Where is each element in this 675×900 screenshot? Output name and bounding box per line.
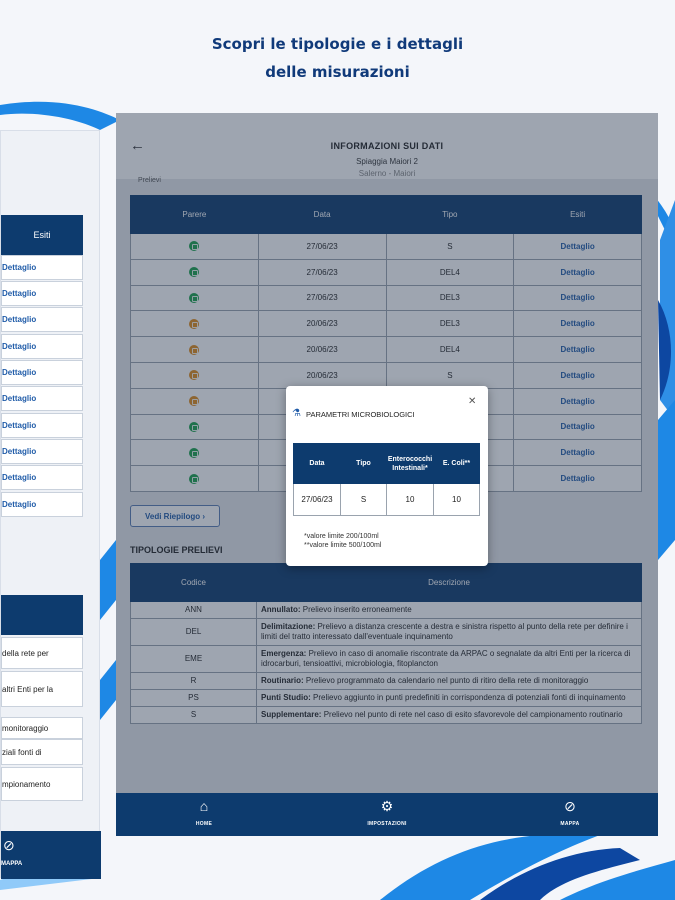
microbiology-table [293,443,480,516]
nav-home[interactable] [164,797,244,827]
term-description: Prelievo aggiunto in punti predefiniti in corrispondenza di potenziali fonti di inquinamento [310,693,626,702]
bg-table-header-2 [1,595,83,635]
term-description: Prelievo a distanza crescente a destra e sinistra rispetto al punto della rete per definire i limiti del tratto interessato dall'eventuale inquinamento [261,622,628,641]
bg-link: Dettaglio [1,386,83,411]
bg-desc: mpionamento [1,767,83,801]
term-label: Supplementare: [261,710,322,719]
dettaglio-link[interactable]: Dettaglio [514,234,642,260]
dettaglio-link[interactable]: Dettaglio [514,388,642,414]
term-description: Prelievo in caso di anomalie riscontrate da ARPAC o segnalate da altri Enti per la ricerca di idrocarburi, tensioattivi, microbiologia, fitoplancton [261,649,631,668]
section-title: TIPOLOGIE PRELIEVI [130,545,223,555]
column-header: Tipo [386,196,514,234]
date-cell: 27/06/23 [258,234,386,260]
close-icon[interactable]: ✕ [468,396,477,407]
page-subtitle: Spiaggia Maiori 2 [356,157,418,166]
date-cell: 20/06/23 [258,337,386,363]
gear-icon: ⚙ [380,798,394,814]
dettaglio-link[interactable]: Dettaglio [514,466,642,492]
bg-desc: della rete per [1,637,83,669]
term-label: Delimitazione: [261,622,316,631]
promo-headline [0,30,675,86]
dettaglio-link[interactable]: Dettaglio [514,285,642,311]
bg-link: Dettaglio [1,439,83,464]
type-cell: DEL3 [386,285,514,311]
modal-notes [304,532,381,550]
column-header: Descrizione [257,564,642,602]
term-label: Punti Studio: [261,693,311,702]
column-header: Parere [131,196,259,234]
column-header: Enterococchi Intestinali* [387,444,434,484]
code-cell: ANN [131,602,257,619]
type-cell: DEL3 [386,311,514,337]
background-phone-screen [0,130,100,878]
code-cell: PS [131,690,257,707]
compass-icon: ⊘ [3,837,15,853]
page-location: Salerno - Maiori [358,169,416,178]
column-header: Data [258,196,386,234]
column-header: Esiti [514,196,642,234]
term-description: Prelievo nel punto di rete nel caso di esito sfavorevole del campionamento routinario [321,710,623,719]
bg-desc: altri Enti per la [1,671,83,707]
term-description: Prelievo inserito erroneamente [300,605,412,614]
compass-icon: ⊘ [564,798,576,814]
table-row [294,484,480,516]
bg-desc: ziali fonti di [1,739,83,765]
flask-icon: ⚗ [292,408,301,419]
code-cell: S [131,707,257,724]
bg-link: Dettaglio [1,465,83,490]
code-cell: DEL [131,619,257,646]
riepilogo-label: Vedi Riepilogo [144,511,201,521]
bottom-nav [116,793,658,836]
headline-line-2: delle misurazioni [265,63,410,81]
dettaglio-link[interactable]: Dettaglio [514,311,642,337]
term-label: Emergenza: [261,649,307,658]
bg-link: Dettaglio [1,281,83,306]
arrow-left-icon[interactable]: ← [130,137,145,154]
bg-link: Dettaglio [1,492,83,517]
dettaglio-link[interactable]: Dettaglio [514,440,642,466]
column-header: Tipo [341,444,387,484]
note-1: *valore limite 200/100ml [304,533,379,540]
microbiology-modal [286,386,488,566]
section-label: Prelievi [138,177,161,184]
page-title: INFORMAZIONI SUI DATI [330,141,444,151]
type-cell: S [386,234,514,260]
headline-line-1: Scopri le tipologie e i dettagli [211,35,464,53]
modal-title: PARAMETRI MICROBIOLOGICI [306,410,415,419]
nav-label: MAPPA [560,821,580,827]
dettaglio-link[interactable]: Dettaglio [514,259,642,285]
bg-desc: monitoraggio [1,717,83,739]
column-header: Data [294,444,341,484]
bg-link: Dettaglio [1,334,83,359]
date-cell: 27/06/23 [258,259,386,285]
bg-link: Dettaglio [1,360,83,385]
date-cell: 20/06/23 [258,311,386,337]
bg-nav-label: MAPPA [1,861,23,867]
bg-link: Dettaglio [1,413,83,438]
term-label: Routinario: [261,676,304,685]
date-cell: 20/06/23 [258,362,386,388]
term-label: Annullato: [261,605,301,614]
cell-type: S [341,484,387,516]
dettaglio-link[interactable]: Dettaglio [514,414,642,440]
cell-ecoli: 10 [434,484,480,516]
type-cell: S [386,362,514,388]
code-cell: R [131,673,257,690]
column-header: E. Coli** [434,444,480,484]
dettaglio-link[interactable]: Dettaglio [514,337,642,363]
column-header: Codice [131,564,257,602]
home-icon: ⌂ [199,798,209,814]
nav-label: HOME [195,821,213,827]
nav-settings[interactable] [347,797,427,827]
date-cell: 27/06/23 [258,285,386,311]
dettaglio-link[interactable]: Dettaglio [514,362,642,388]
cell-date: 27/06/23 [294,484,341,516]
bg-table-header: Esiti [1,215,83,255]
type-cell: DEL4 [386,337,514,363]
nav-map[interactable] [530,797,610,827]
type-cell: DEL4 [386,259,514,285]
bg-link: Dettaglio [1,255,83,280]
bg-link: Dettaglio [1,307,83,332]
code-cell: EME [131,646,257,673]
note-2: **valore limite 500/100ml [304,542,382,549]
term-description: Prelievo programmato da calendario nel punto di ritiro della rete di monitoraggio [303,676,589,685]
nav-label: IMPOSTAZIONI [367,821,407,827]
riepilogo-button[interactable]: Vedi Riepilogo › [130,505,220,527]
bg-bottom-nav [1,831,101,879]
cell-enterococchi: 10 [387,484,434,516]
